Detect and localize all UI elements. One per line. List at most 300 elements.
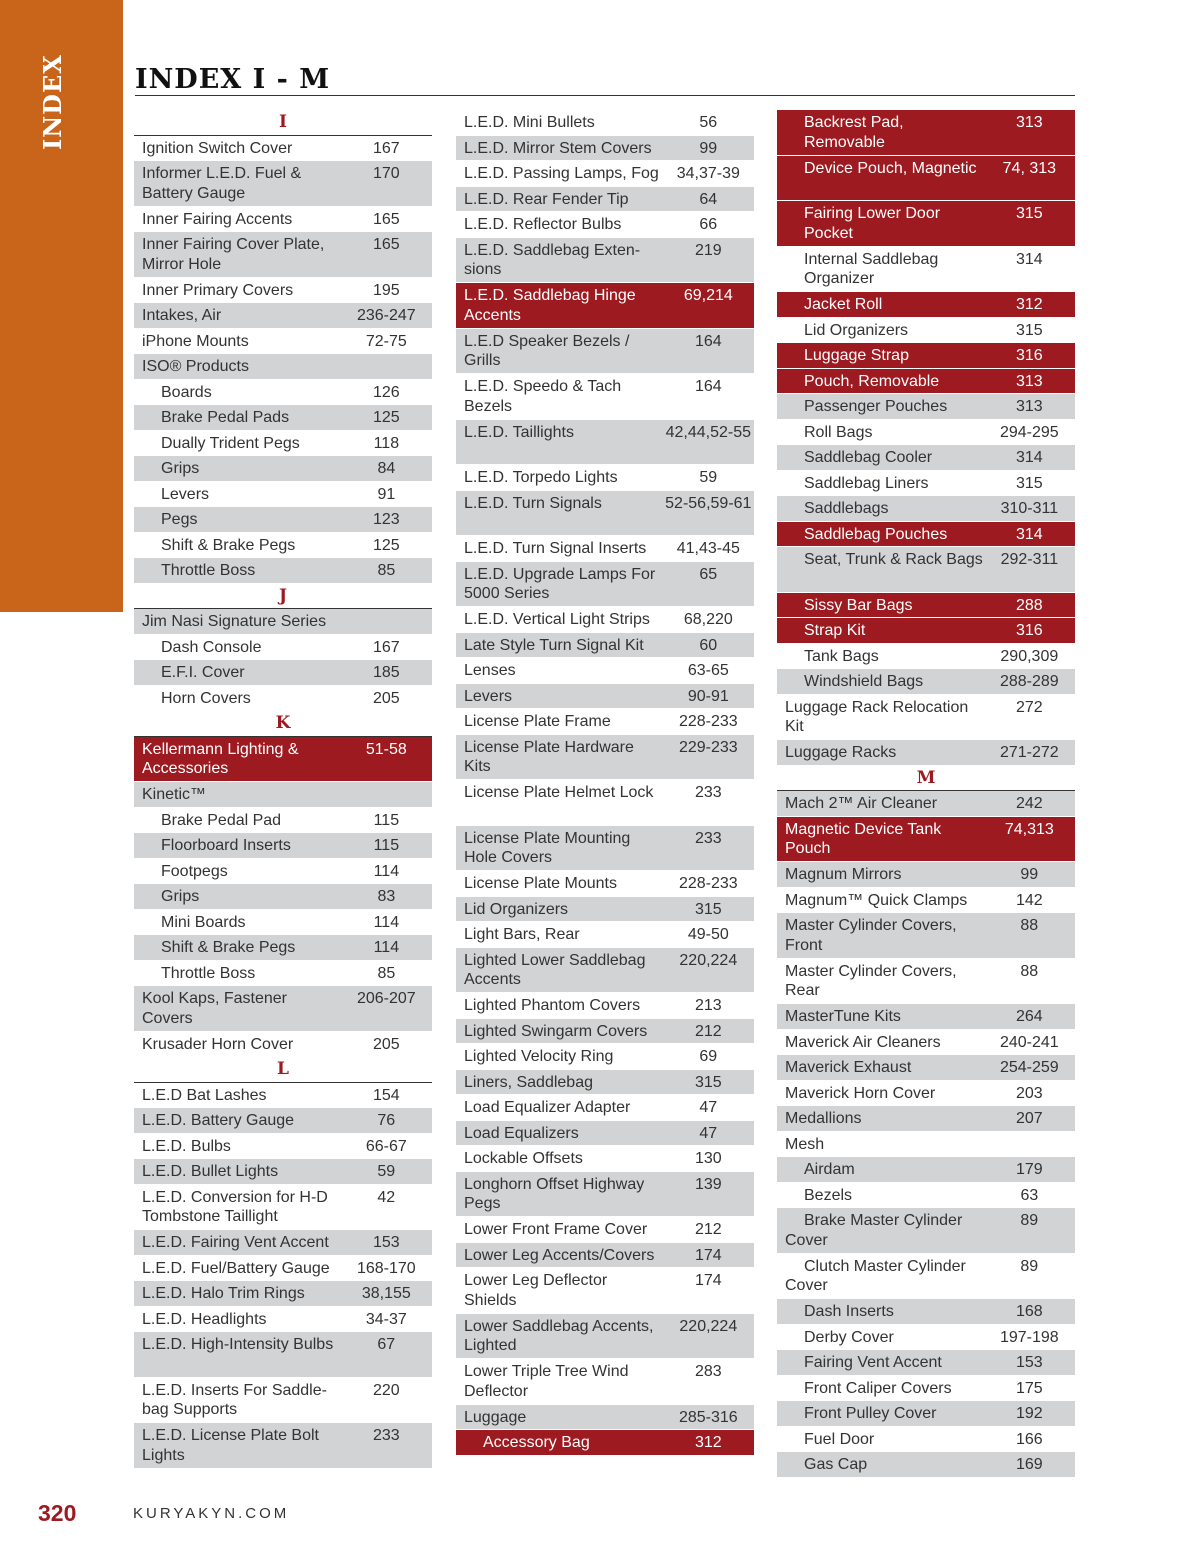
entry-label: Inner Fairing Accents: [142, 210, 293, 228]
entry-pages: 67: [377, 1336, 396, 1353]
index-subentry: [777, 1299, 1075, 1325]
entry-label: Saddlebags: [804, 500, 889, 517]
index-entry: [134, 1307, 432, 1333]
entry-label: Luggage Rack Relocation Kit: [785, 698, 969, 735]
entry-pages: 65: [699, 565, 718, 583]
index-subentry: [777, 201, 1075, 247]
index-entry: [777, 862, 1075, 888]
entry-label: License Plate Hardware Kits: [464, 738, 634, 775]
entry-label: Dash Console: [161, 638, 262, 656]
entry-pages: 126: [372, 383, 400, 401]
index-entry: [456, 1217, 754, 1243]
index-entry: [456, 212, 754, 238]
entry-pages: 228-233: [678, 875, 738, 892]
index-entry: [777, 1132, 1075, 1158]
entry-label: Windshield Bags: [804, 673, 924, 690]
footer-website: KURYAKYN.COM: [133, 1505, 290, 1522]
entry-pages: 88: [1020, 962, 1039, 980]
index-column-1: [134, 110, 432, 1469]
index-entry: [134, 354, 432, 380]
entry-label: Tank Bags: [804, 647, 879, 665]
entry-pages: 236-247: [356, 307, 416, 324]
entry-label: L.E.D. Rear Fender Tip: [464, 190, 629, 208]
index-entry: [134, 1185, 432, 1231]
index-entry: [134, 1134, 432, 1160]
entry-label: Boards: [161, 383, 212, 401]
entry-label: Master Cylinder Covers, Rear: [785, 962, 957, 999]
entry-label: Load Equalizers: [464, 1124, 579, 1142]
index-entry: [456, 136, 754, 162]
index-subentry: [134, 961, 432, 987]
entry-label: L.E.D. Battery Gauge: [142, 1112, 295, 1129]
entry-label: Saddlebag Liners: [804, 474, 929, 492]
entry-pages: 164: [694, 332, 722, 350]
entry-label: Backrest Pad, Removable: [804, 114, 904, 151]
index-entry: [456, 948, 754, 994]
entry-label: L.E.D. Mini Bullets: [464, 114, 595, 131]
index-entry: [134, 161, 432, 207]
index-subentry: [777, 445, 1075, 471]
index-subentry: [777, 593, 1075, 619]
entry-label: Load Equalizer Adapter: [464, 1099, 631, 1116]
index-entry: [134, 278, 432, 304]
entry-pages: 175: [1015, 1379, 1043, 1397]
entry-label: Intakes, Air: [142, 307, 222, 324]
entry-pages: 168: [1015, 1303, 1043, 1320]
index-entry: [456, 238, 754, 284]
entry-label: Clutch Master Cylinder Cover: [785, 1257, 966, 1294]
entry-pages: 99: [1020, 866, 1039, 883]
entry-pages: 271-272: [999, 744, 1059, 761]
entry-pages: 74,313: [1004, 820, 1054, 838]
entry-label: Saddlebag Cooler: [804, 449, 933, 466]
entry-pages: 164: [694, 378, 722, 395]
entry-pages: 89: [1020, 1212, 1039, 1229]
entry-label: Master Cylinder Covers, Front: [785, 917, 957, 954]
entry-pages: 34-37: [365, 1310, 407, 1328]
entry-label: Fuel Door: [804, 1430, 875, 1448]
index-subentry: [777, 547, 1075, 593]
entry-label: Throttle Boss: [161, 964, 256, 982]
entry-pages: 115: [373, 811, 400, 829]
index-subentry: [134, 558, 432, 584]
entry-pages: 139: [694, 1175, 722, 1193]
entry-pages: 213: [694, 997, 722, 1014]
entry-label: Bezels: [804, 1186, 853, 1204]
entry-pages: 314: [1015, 250, 1043, 268]
entry-label: License Plate Helmet Lock: [464, 784, 654, 801]
entry-pages: 114: [373, 939, 400, 956]
entry-pages: 170: [372, 165, 400, 182]
entry-pages: 312: [694, 1434, 722, 1451]
entry-label: Seat, Trunk & Rack Bags: [804, 551, 983, 568]
entry-label: Levers: [161, 485, 210, 503]
entry-label: Strap Kit: [804, 622, 866, 639]
index-subentry: [777, 318, 1075, 344]
index-entry: [456, 187, 754, 213]
index-entry: [134, 1332, 432, 1378]
index-subentry: [777, 156, 1075, 202]
entry-label: Mini Boards: [161, 913, 246, 931]
index-entry: [777, 1081, 1075, 1107]
entry-label: Internal Saddlebag Organizer: [804, 250, 939, 287]
entry-pages: 66-67: [365, 1137, 407, 1155]
entry-label: Inner Primary Covers: [142, 281, 294, 299]
index-subentry: [777, 1208, 1075, 1254]
entry-label: iPhone Mounts: [142, 332, 249, 350]
index-subentry: [777, 247, 1075, 293]
entry-pages: 88: [1020, 917, 1039, 934]
section-letter: J: [134, 584, 432, 610]
entry-label: Gas Cap: [804, 1456, 868, 1473]
entry-label: Informer L.E.D. Fuel & Battery Gauge: [142, 165, 302, 202]
entry-label: Shift & Brake Pegs: [161, 536, 296, 554]
entry-pages: 42,44,52-55: [665, 423, 752, 441]
entry-label: Front Caliper Covers: [804, 1379, 952, 1397]
entry-pages: 99: [699, 139, 718, 157]
entry-label: L.E.D Bat Lashes: [142, 1086, 267, 1104]
entry-pages: 206-207: [356, 990, 416, 1007]
entry-label: Sissy Bar Bags: [804, 596, 913, 614]
index-entry: [456, 709, 754, 735]
index-entry: [777, 1030, 1075, 1056]
entry-pages: 313: [1015, 398, 1043, 415]
entry-label: L.E.D. Bulbs: [142, 1137, 231, 1155]
entry-label: Lower Saddlebag Accents, Lighted: [464, 1317, 654, 1354]
index-entry: [456, 1172, 754, 1218]
entry-label: Liners, Saddlebag: [464, 1073, 593, 1091]
entry-pages: 56: [699, 114, 718, 131]
entry-label: Lenses: [464, 662, 516, 679]
entry-pages: 310-311: [1000, 500, 1059, 517]
entry-pages: 69: [699, 1048, 718, 1065]
entry-label: Lighted Swingarm Covers: [464, 1022, 648, 1040]
entry-pages: 90-91: [687, 687, 729, 705]
entry-label: L.E.D. Reflector Bulbs: [464, 216, 622, 233]
entry-pages: 315: [1015, 321, 1043, 339]
entry-label: Magnum™ Quick Clamps: [785, 891, 968, 909]
index-entry: [134, 1378, 432, 1424]
entry-pages: 203: [1015, 1084, 1043, 1102]
entry-label: L.E.D. Passing Lamps, Fog: [464, 165, 659, 182]
index-entry: [134, 136, 432, 162]
index-entry: [134, 609, 432, 635]
entry-label: Dually Trident Pegs: [161, 434, 300, 452]
entry-label: Levers: [464, 687, 513, 705]
index-entry: [456, 161, 754, 187]
index-subentry: [134, 884, 432, 910]
index-subentry: [134, 635, 432, 661]
entry-pages: 240-241: [999, 1033, 1059, 1051]
entry-pages: 288-289: [999, 673, 1059, 690]
entry-label: Maverick Air Cleaners: [785, 1033, 941, 1051]
index-subentry: [777, 1401, 1075, 1427]
entry-pages: 153: [1015, 1354, 1043, 1371]
entry-label: Lid Organizers: [464, 900, 569, 918]
entry-pages: 233: [372, 1427, 400, 1444]
index-entry: [456, 562, 754, 608]
entry-label: Lid Organizers: [804, 321, 909, 339]
entry-label: Grips: [161, 460, 200, 477]
entry-label: Luggage: [464, 1408, 527, 1426]
entry-pages: 272: [1015, 698, 1043, 716]
entry-pages: 49-50: [687, 926, 729, 943]
index-entry: [134, 207, 432, 233]
index-subentry: [777, 343, 1075, 369]
entry-label: Fairing Lower Door Pocket: [804, 205, 941, 242]
entry-pages: 47: [699, 1124, 718, 1142]
entry-label: Shift & Brake Pegs: [161, 939, 296, 956]
entry-label: Brake Master Cylinder Cover: [785, 1212, 963, 1249]
entry-pages: 125: [372, 409, 400, 426]
index-entry: [134, 303, 432, 329]
entry-label: Fairing Vent Accent: [804, 1354, 942, 1371]
index-subentry: [777, 496, 1075, 522]
entry-pages: 167: [372, 139, 400, 157]
index-subentry: [777, 1254, 1075, 1300]
entry-label: L.E.D. License Plate Bolt Lights: [142, 1427, 319, 1464]
entry-pages: 174: [694, 1246, 722, 1264]
index-entry: [777, 959, 1075, 1005]
entry-pages: 47: [699, 1099, 718, 1116]
entry-label: Saddlebag Pouches: [804, 525, 948, 543]
entry-label: Pouch, Removable: [804, 372, 940, 390]
entry-pages: 34,37-39: [676, 165, 740, 182]
index-subentry: [134, 405, 432, 431]
index-subentry: [134, 686, 432, 712]
index-subentry: [777, 110, 1075, 156]
entry-label: Krusader Horn Cover: [142, 1035, 294, 1053]
index-entry: [134, 232, 432, 278]
entry-label: License Plate Mounting Hole Covers: [464, 829, 631, 866]
index-entry: [134, 1083, 432, 1109]
entry-label: Accessory Bag: [483, 1434, 590, 1451]
entry-pages: 167: [372, 638, 400, 656]
entry-pages: 212: [694, 1022, 722, 1040]
entry-pages: 84: [377, 460, 396, 477]
entry-pages: 316: [1015, 622, 1043, 639]
index-entry: [777, 888, 1075, 914]
entry-label: Horn Covers: [161, 689, 251, 707]
entry-label: MasterTune Kits: [785, 1008, 901, 1025]
index-entry: [134, 737, 432, 783]
entry-pages: 63: [1020, 1186, 1039, 1204]
index-subentry: [134, 808, 432, 834]
entry-label: Kellermann Lighting & Accessories: [142, 740, 299, 777]
entry-label: L.E.D. High-Intensity Bulbs: [142, 1336, 334, 1353]
index-entry: [456, 871, 754, 897]
entry-pages: 195: [372, 281, 400, 299]
entry-label: L.E.D. Inserts For Saddle-bag Supports: [142, 1381, 327, 1418]
entry-label: Jim Nasi Signature Series: [142, 613, 327, 630]
entry-pages: 142: [1015, 891, 1043, 909]
entry-pages: 197-198: [999, 1328, 1059, 1346]
entry-label: L.E.D. Speedo & Tach Bezels: [464, 378, 622, 415]
entry-pages: 233: [694, 784, 722, 801]
entry-label: Brake Pedal Pad: [161, 811, 282, 829]
index-subentry: [777, 1183, 1075, 1209]
index-subentry: [777, 292, 1075, 318]
entry-label: ISO® Products: [142, 358, 249, 375]
index-entry: [134, 1032, 432, 1058]
entry-pages: 38,155: [361, 1285, 411, 1302]
entry-label: Lower Triple Tree Wind Deflector: [464, 1363, 629, 1400]
index-subentry: [777, 1350, 1075, 1376]
entry-label: L.E.D. Turn Signal Inserts: [464, 540, 647, 557]
index-entry: [456, 897, 754, 923]
index-entry: [456, 1359, 754, 1405]
entry-pages: 315: [694, 900, 722, 918]
entry-label: L.E.D. Vertical Light Strips: [464, 611, 650, 628]
entry-pages: 66: [699, 216, 718, 233]
entry-pages: 51-58: [365, 740, 407, 758]
entry-label: Ignition Switch Cover: [142, 139, 293, 157]
index-subentry: [777, 1452, 1075, 1478]
entry-label: License Plate Mounts: [464, 875, 617, 892]
entry-label: Kinetic™: [142, 786, 207, 803]
index-entry: [134, 329, 432, 355]
entry-pages: 228-233: [678, 713, 738, 730]
entry-label: Inner Fairing Cover Plate, Mirror Hole: [142, 236, 325, 273]
entry-label: Front Pulley Cover: [804, 1405, 937, 1422]
side-tab-label: INDEX: [38, 54, 67, 150]
index-entry: [777, 1055, 1075, 1081]
index-entry: [134, 1256, 432, 1282]
section-letter: I: [134, 110, 432, 136]
index-subentry: [456, 1430, 754, 1456]
entry-pages: 130: [694, 1150, 722, 1167]
index-subentry: [777, 669, 1075, 695]
index-entry: [456, 658, 754, 684]
index-entry: [456, 536, 754, 562]
entry-label: Jacket Roll: [804, 296, 883, 313]
entry-label: Luggage Strap: [804, 347, 909, 364]
entry-pages: 315: [1015, 205, 1043, 222]
entry-pages: 118: [373, 434, 400, 452]
index-column-3: [777, 110, 1075, 1478]
index-subentry: [134, 507, 432, 533]
entry-label: Lighted Lower Saddlebag Accents: [464, 951, 646, 988]
index-entry: [456, 420, 754, 466]
page-number: 320: [38, 1500, 77, 1526]
entry-label: Derby Cover: [804, 1328, 894, 1346]
entry-label: E.F.I. Cover: [161, 664, 245, 681]
entry-label: L.E.D. Conversion for H-D Tombstone Taillight: [142, 1188, 328, 1225]
index-entry: [456, 1121, 754, 1147]
index-entry: [777, 791, 1075, 817]
index-entry: [456, 1019, 754, 1045]
entry-pages: 314: [1015, 449, 1043, 466]
index-entry: [134, 986, 432, 1032]
index-entry: [456, 1095, 754, 1121]
index-entry: [777, 817, 1075, 863]
entry-label: L.E.D. Halo Trim Rings: [142, 1285, 305, 1302]
entry-pages: 264: [1015, 1008, 1043, 1025]
entry-pages: 285-316: [678, 1408, 738, 1426]
entry-label: Mesh: [785, 1135, 825, 1153]
entry-pages: 314: [1015, 525, 1043, 543]
entry-label: Lower Leg Deflector Shields: [464, 1272, 608, 1309]
entry-pages: 64: [699, 190, 718, 208]
index-subentry: [134, 482, 432, 508]
entry-label: Lockable Offsets: [464, 1150, 583, 1167]
entry-pages: 83: [377, 888, 396, 905]
index-subentry: [777, 618, 1075, 644]
entry-label: Magnetic Device Tank Pouch: [785, 820, 942, 857]
index-subentry: [134, 533, 432, 559]
entry-pages: 123: [372, 511, 400, 528]
entry-pages: 114: [373, 913, 400, 931]
entry-label: L.E.D. Saddlebag Hinge Accents: [464, 287, 636, 324]
index-entry: [456, 1243, 754, 1269]
entry-label: L.E.D. Bullet Lights: [142, 1163, 279, 1180]
entry-pages: 68,220: [683, 611, 733, 628]
index-entry: [456, 465, 754, 491]
entry-pages: 165: [372, 236, 400, 253]
index-entry: [777, 695, 1075, 741]
index-subentry: [777, 394, 1075, 420]
entry-label: Pegs: [161, 511, 198, 528]
index-subentry: [777, 1427, 1075, 1453]
index-subentry: [777, 1376, 1075, 1402]
index-entry: [456, 491, 754, 537]
index-subentry: [134, 833, 432, 859]
entry-label: Mach 2™ Air Cleaner: [785, 795, 938, 812]
entry-pages: 315: [694, 1073, 722, 1091]
entry-pages: 205: [372, 1035, 400, 1053]
index-entry: [456, 283, 754, 329]
side-tab: [0, 0, 123, 612]
index-subentry: [134, 910, 432, 936]
index-column-2: [456, 110, 754, 1456]
entry-pages: 59: [377, 1163, 396, 1180]
index-entry: [456, 374, 754, 420]
index-subentry: [134, 456, 432, 482]
entry-label: Roll Bags: [804, 423, 873, 441]
entry-pages: 220,224: [679, 951, 738, 969]
entry-label: L.E.D. Torpedo Lights: [464, 469, 618, 486]
index-entry: [777, 1106, 1075, 1132]
entry-pages: 74, 313: [1002, 159, 1057, 177]
entry-pages: 85: [377, 964, 396, 982]
index-entry: [456, 1405, 754, 1431]
index-entry: [456, 735, 754, 781]
entry-label: L.E.D. Headlights: [142, 1310, 267, 1328]
entry-label: Lower Front Frame Cover: [464, 1221, 648, 1238]
entry-label: L.E.D. Saddlebag Exten-sions: [464, 241, 641, 278]
entry-label: Grips: [161, 888, 200, 905]
index-subentry: [134, 859, 432, 885]
entry-pages: 115: [373, 837, 400, 854]
section-letter: L: [134, 1057, 432, 1083]
entry-pages: 42: [377, 1188, 396, 1206]
index-entry: [134, 1281, 432, 1307]
entry-label: Maverick Horn Cover: [785, 1084, 936, 1102]
entry-label: L.E.D. Turn Signals: [464, 494, 602, 512]
index-entry: [134, 1159, 432, 1185]
index-entry: [456, 1268, 754, 1314]
index-subentry: [777, 420, 1075, 446]
entry-pages: 174: [694, 1272, 722, 1289]
entry-label: Kool Kaps, Fastener Covers: [142, 990, 287, 1027]
entry-pages: 41,43-45: [676, 540, 740, 557]
entry-label: L.E.D. Taillights: [464, 423, 574, 441]
entry-pages: 229-233: [678, 738, 738, 756]
entry-pages: 114: [373, 862, 400, 880]
entry-pages: 315: [1015, 474, 1043, 492]
entry-pages: 283: [694, 1363, 722, 1380]
entry-label: Airdam: [804, 1161, 855, 1178]
